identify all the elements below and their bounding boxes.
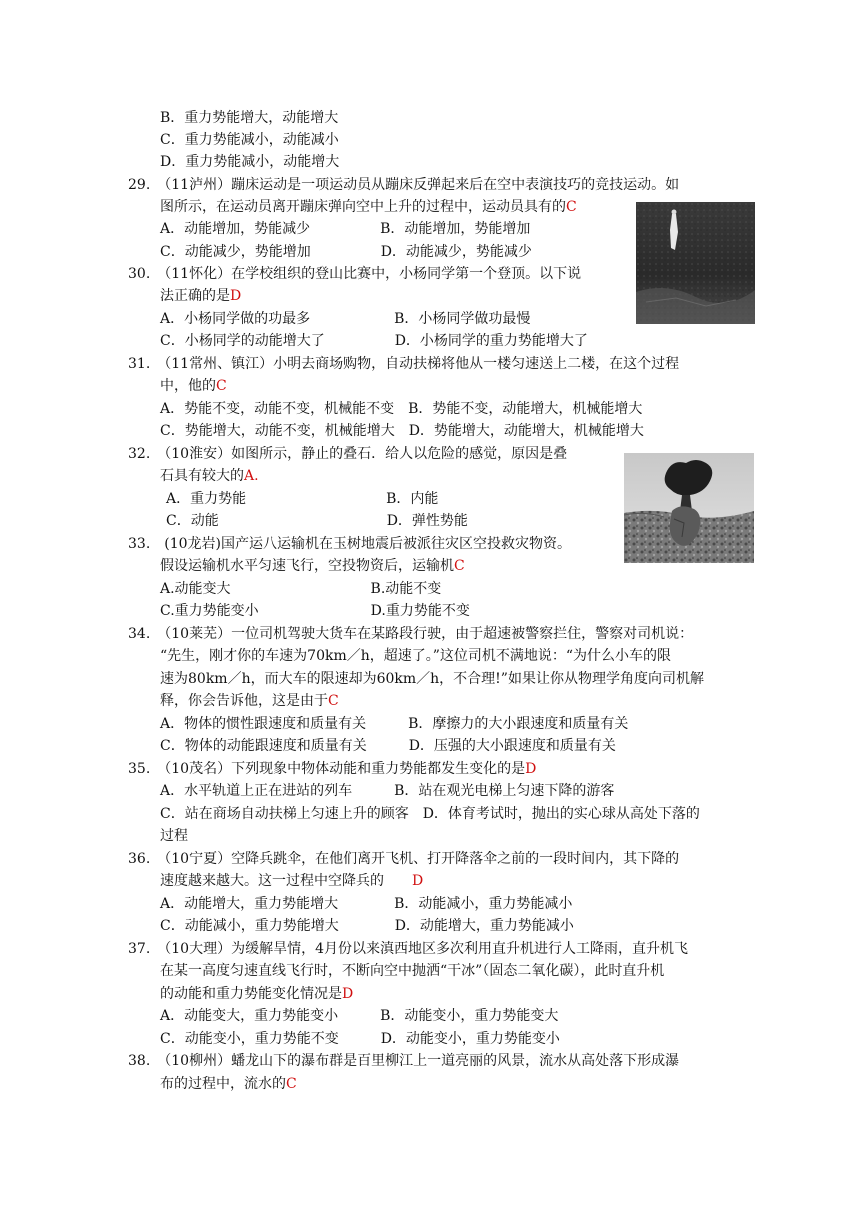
question-31-line: 31. （11常州、镇江）小明去商场购物，自动扶梯将他从一楼匀速送上二楼，在这个过程: [128, 356, 680, 372]
option-line: C．站在商场自动扶梯上匀速上升的顾客 D．体育考试时，抛出的实心球从高处下落的: [160, 806, 700, 822]
text-line: 在某一高度匀速直线飞行时，不断向空中抛洒“干冰”（固态二氧化碳），此时直升机: [160, 963, 665, 979]
option-line: A．势能不变，动能不变，机械能不变 B．势能不变，动能增大，机械能增大: [160, 401, 643, 417]
answer-35: D: [525, 761, 537, 777]
text-line: 速度越来越大。这一过程中空降兵的 D: [160, 873, 424, 889]
text-line: 石具有较大的A.: [160, 468, 259, 484]
answer-29: C: [566, 199, 577, 215]
option-line: C．小杨同学的动能增大了 D．小杨同学的重力势能增大了: [160, 333, 588, 349]
answer-30: D: [230, 288, 242, 304]
option-line: C．动能减小，重力势能增大 D．动能增大，重力势能减小: [160, 918, 574, 934]
option-line: A．水平轨道上正在进站的列车 B．站在观光电梯上匀速下降的游客: [160, 783, 615, 799]
text-line: 法正确的是D: [160, 288, 242, 304]
question-29-line: 29. （11泸州）蹦床运动是一项运动员从蹦床反弹起来后在空中表演技巧的竞技运动。如: [128, 177, 680, 193]
option-line: C．动能减少，势能增加 D．动能减少，势能减少: [160, 244, 532, 260]
balanced-rocks-photo: [624, 453, 754, 563]
option-line: A．动能增加，势能减少 B．动能增加，势能增加: [160, 221, 531, 237]
option-line: A．动能变大，重力势能变小 B．动能变小，重力势能变大: [160, 1008, 559, 1024]
text-line: B．重力势能增大，动能增大: [160, 110, 339, 126]
question-36-line: 36. （10宁夏）空降兵跳伞，在他们离开飞机、打开降落伞之前的一段时间内，其下降的: [128, 851, 680, 867]
text-line: 布的过程中，流水的C: [160, 1076, 297, 1092]
answer-33: C: [454, 558, 465, 574]
question-30-line: 30. （11怀化）在学校组织的登山比赛中，小杨同学第一个登顶。以下说: [128, 266, 582, 282]
text-line: 中，他的C: [160, 378, 227, 394]
text-line: 的动能和重力势能变化情况是D: [160, 986, 354, 1002]
answer-31: C: [216, 378, 227, 394]
question-37-line: 37. （10大理）为缓解旱情，4月份以来滇西地区多次利用直升机进行人工降雨，直升机飞: [128, 941, 688, 957]
text-line: 释，你会告诉他，这是由于C: [160, 693, 339, 709]
question-34-line: 34. （10莱芜）一位司机驾驶大货车在某路段行驶，由于超速被警察拦住，警察对司机说：: [128, 626, 694, 642]
option-line: C．动能 D．弹性势能: [166, 513, 468, 529]
text-line: D．重力势能减小，动能增大: [160, 154, 340, 170]
question-38-line: 38. （10柳州）蟠龙山下的瀑布群是百里柳江上一道亮丽的风景，流水从高处落下形成瀑: [128, 1053, 680, 1069]
option-line: C．物体的动能跟速度和质量有关 D．压强的大小跟速度和质量有关: [160, 738, 616, 754]
option-line: C.重力势能变小 D.重力势能不变: [160, 603, 470, 619]
option-line: C．势能增大，动能不变，机械能增大 D．势能增大，动能增大，机械能增大: [160, 423, 644, 439]
question-32-line: 32. （10淮安）如图所示，静止的叠石．给人以危险的感觉，原因是叠: [128, 446, 568, 462]
question-35-line: 35. （10茂名）下列现象中物体动能和重力势能都发生变化的是D: [128, 761, 537, 777]
text-line: 过程: [160, 828, 188, 844]
text-line: C．重力势能减小，动能减小: [160, 132, 339, 148]
option-line: A．物体的惯性跟速度和质量有关 B．摩擦力的大小跟速度和质量有关: [160, 716, 629, 732]
text-line: “先生，刚才你的车速为70km／h，超速了。”这位司机不满地说：“为什么小车的限: [160, 648, 672, 664]
option-line: A.动能变大 B.动能不变: [160, 581, 442, 597]
text-line: 图所示，在运动员离开蹦床弹向空中上升的过程中，运动员具有的C: [160, 199, 577, 215]
trampoline-photo: [636, 202, 755, 324]
answer-37: D: [342, 986, 354, 1002]
question-33-line: 33. (10龙岩)国产运八运输机在玉树地震后被派往灾区空投救灾物资。: [128, 536, 572, 552]
option-line: A．动能增大，重力势能增大 B．动能减小，重力势能减小: [160, 896, 573, 912]
text-line: 假设运输机水平匀速飞行，空投物资后，运输机C: [160, 558, 465, 574]
option-line: A．重力势能 B．内能: [166, 491, 439, 507]
text-line: 速为80km／h，而大车的限速却为60km／h，不合理!”如果让你从物理学角度向司机解: [160, 671, 704, 687]
option-line: C．动能变小，重力势能不变 D．动能变小，重力势能变小: [160, 1031, 560, 1047]
answer-32: A.: [244, 468, 259, 484]
answer-34: C: [328, 693, 339, 709]
answer-38: C: [286, 1076, 297, 1092]
option-line: A．小杨同学做的功最多 B．小杨同学做功最慢: [160, 311, 531, 327]
answer-36: D: [412, 873, 424, 889]
